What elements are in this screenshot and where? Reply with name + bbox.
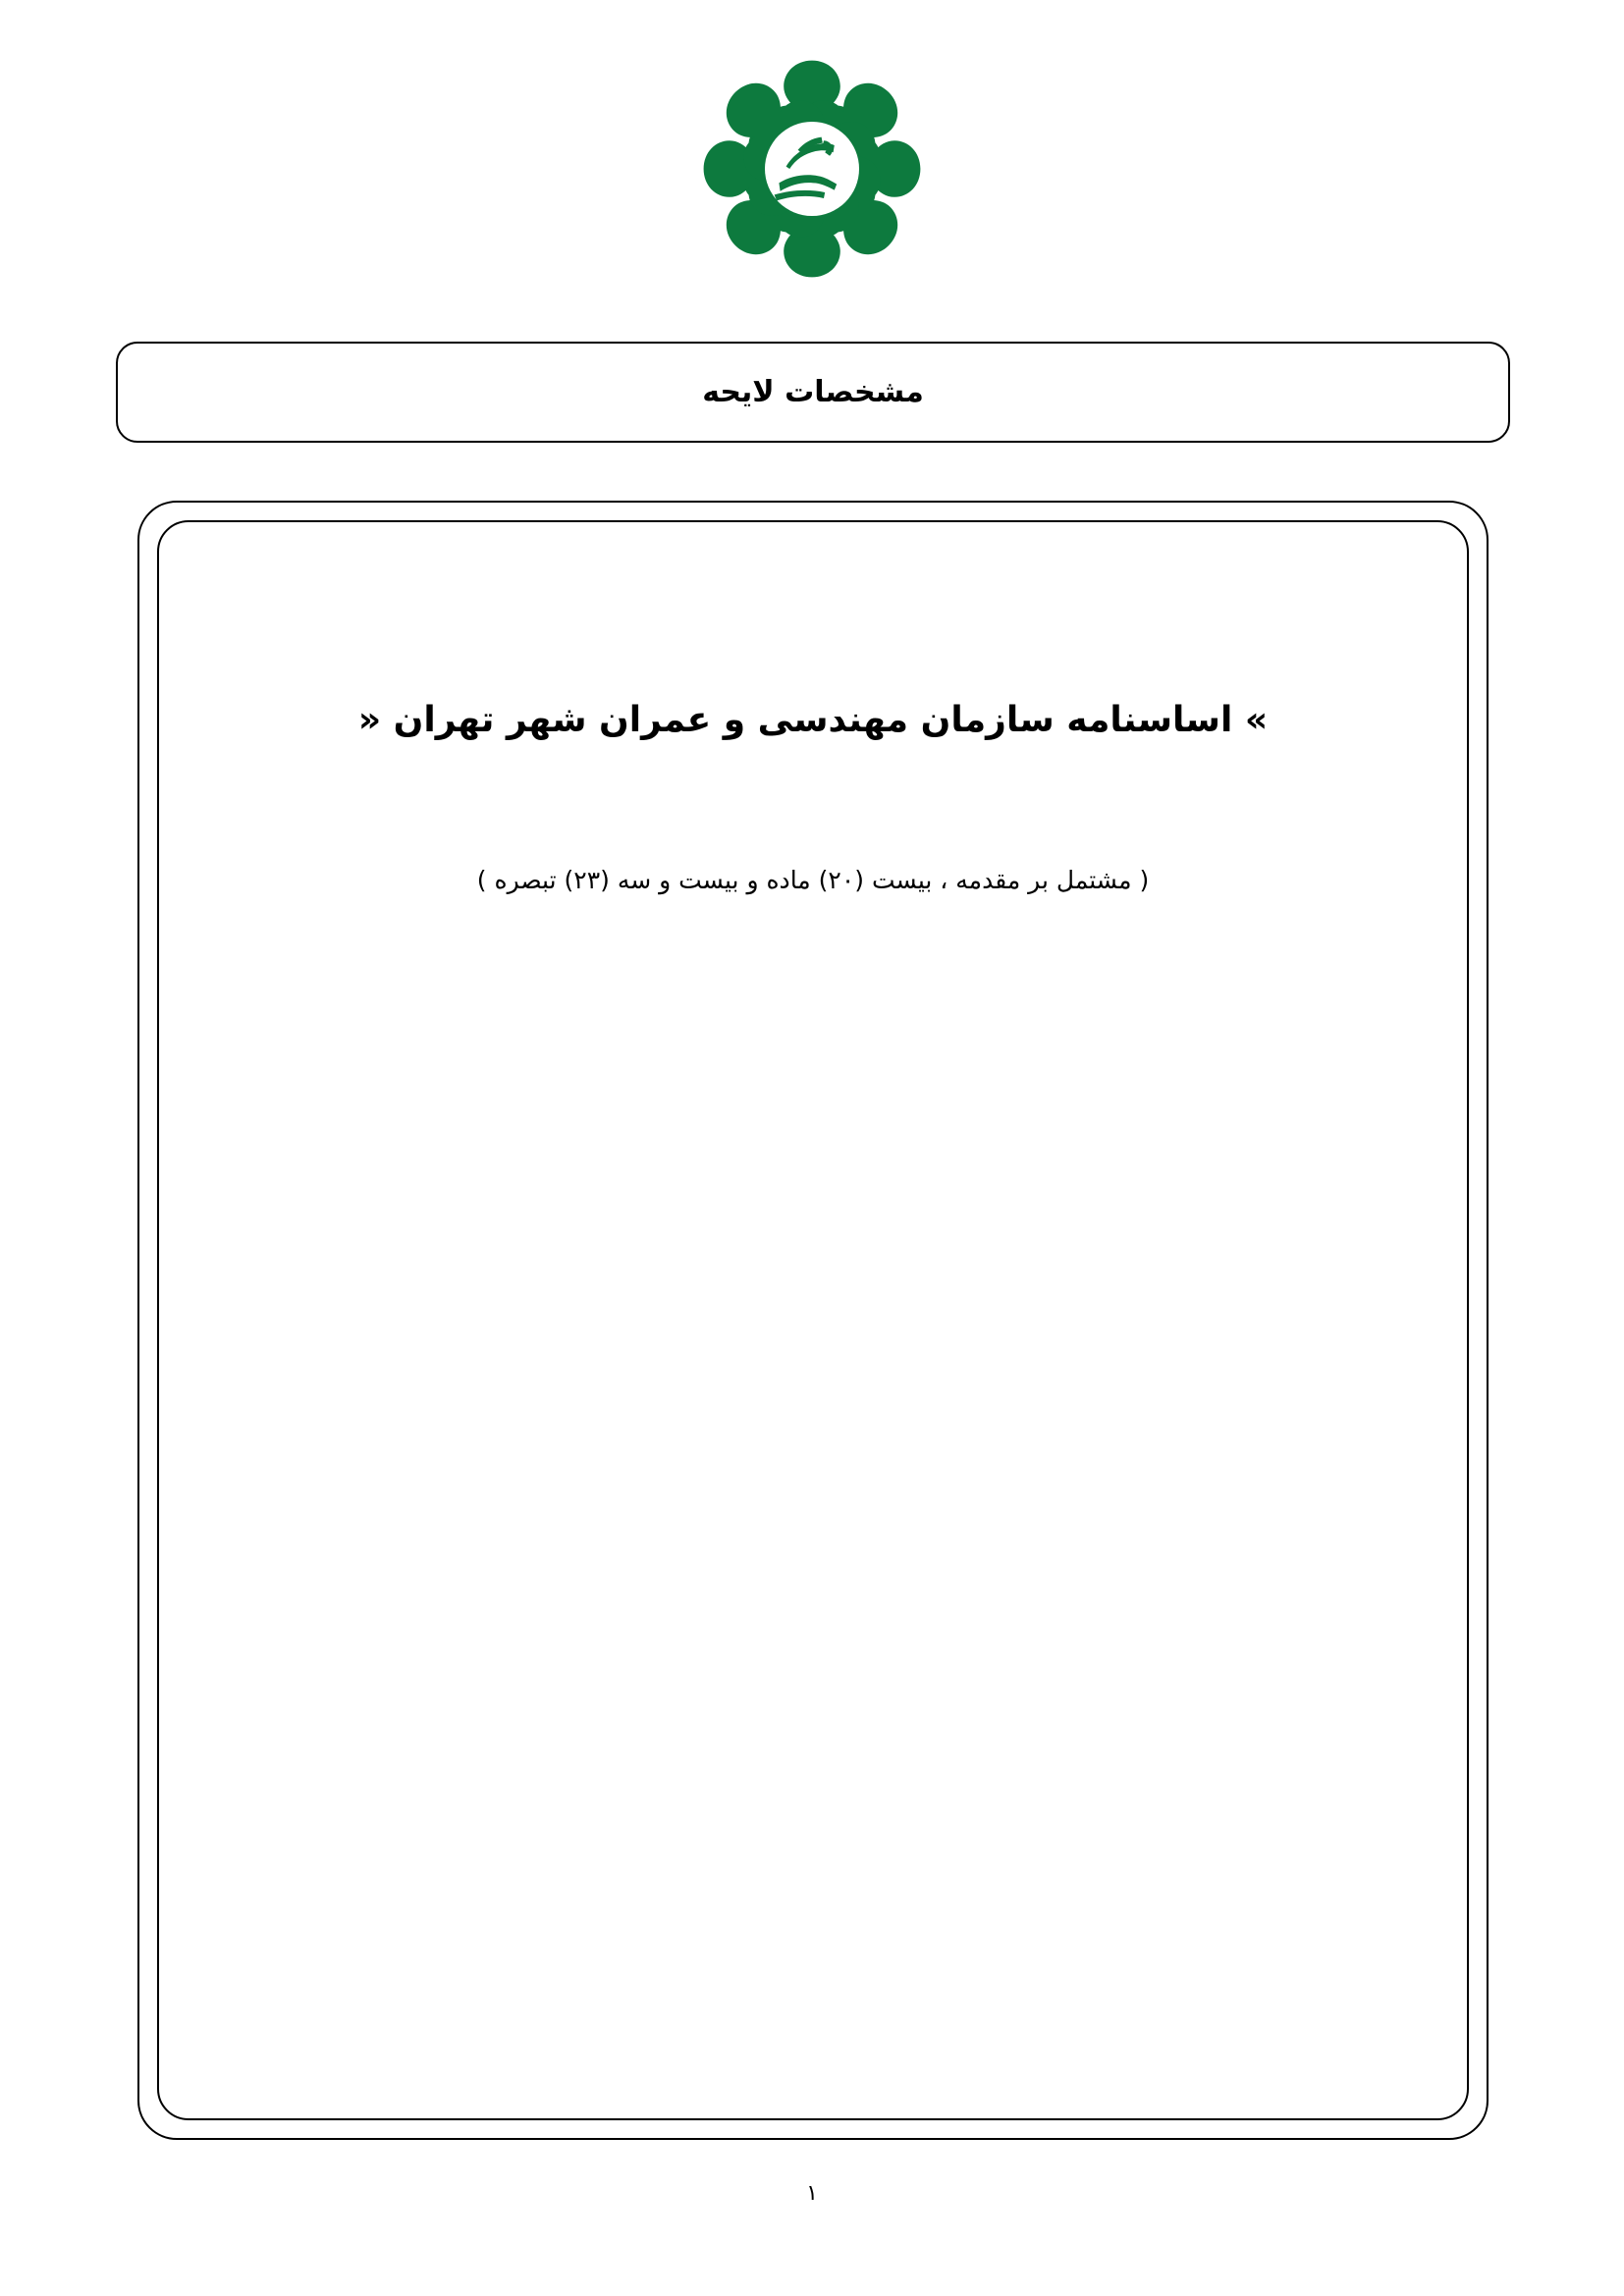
document-subtitle: ( مشتمل بر مقدمه ، بیست (۲۰) ماده و بیست و سه (۲۳) تبصره ) xyxy=(476,866,1150,894)
document-header-banner xyxy=(116,342,1510,443)
logo-container xyxy=(0,51,1624,287)
content-frame-inner xyxy=(157,520,1469,2120)
document-title: » اساسنامه سازمان مهندسی و عمران شهر تهران « xyxy=(357,700,1269,740)
page-number: ۱ xyxy=(806,2181,818,2206)
tehran-municipality-emblem-icon xyxy=(694,51,930,287)
content-frame-outer xyxy=(137,501,1489,2140)
page-title: مشخصات لایحه xyxy=(702,374,924,409)
